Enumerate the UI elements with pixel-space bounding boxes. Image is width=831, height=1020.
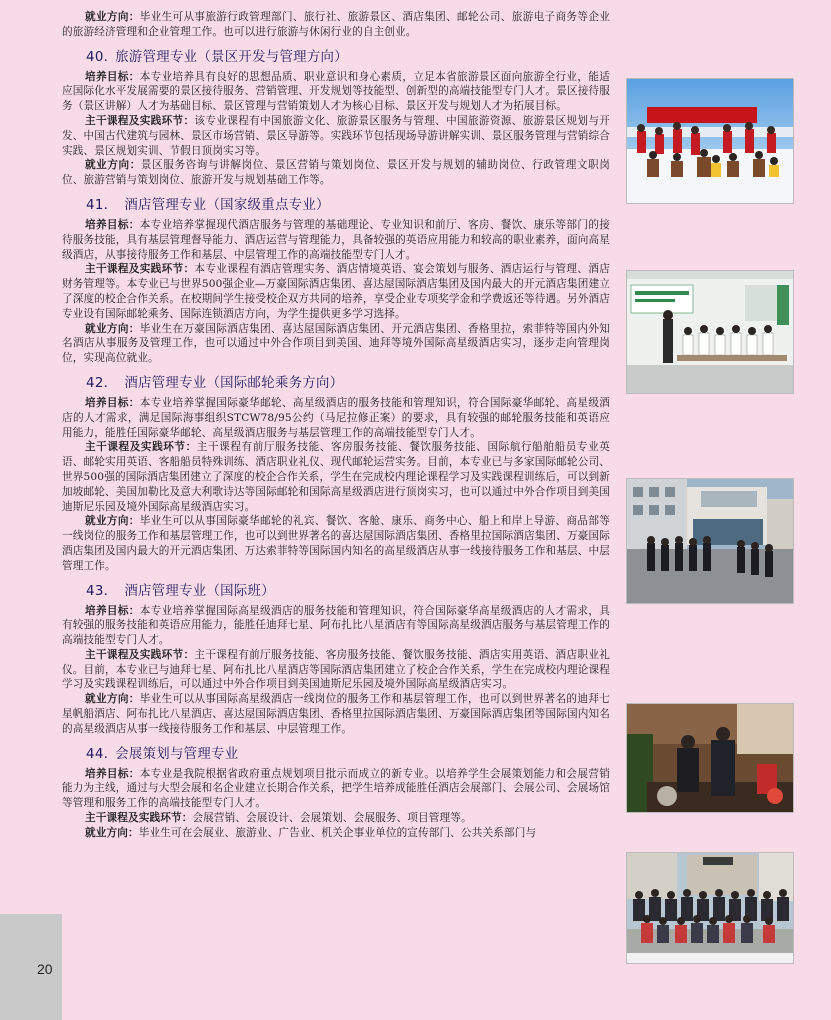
section-paragraph: [62, 322, 610, 366]
page-number: 20: [37, 961, 53, 977]
section-heading: [86, 743, 610, 762]
section-paragraph: [62, 158, 610, 188]
section-41: [62, 194, 610, 366]
para-text: 主干课程有前厅服务技能、客房服务技能、餐饮服务技能、国际航行船舶船员专业英语、邮轮实用英语、客船船员特殊训练、酒店职业礼仪、现代邮轮运营实务。目前，本专业已与多家国际邮轮公司、世界500强的国际酒店集团建立了深度的校企合作关系，学生在完成校内理论课程学习及实践课程训练后，可以到新加坡邮轮、美国加勒比及意大利歌诗达等国际邮轮和国际高星级酒店进行顶岗实习，也可以通过中外合作项目到美国迪斯尼乐园及境外国际高星级酒店实习。: [62, 441, 611, 513]
para-label: 培养目标：: [85, 767, 140, 780]
section-heading: [86, 194, 610, 213]
para-text: 本专业课程有酒店管理实务、酒店情境英语、宴会策划与服务、酒店运行与管理、酒店财务管理等。本专业已与世界500强企业—万豪国际酒店集团、喜达屋国际酒店集团及国内最大的开元酒店集团建立了深度的校企合作关系。在校期间学生接受校企双方共同的培养，享受企业专项奖学金和学费返还等待遇。另外酒店专业设有国际邮轮乘务、国际连锁酒店方向，为学生提供更多学习选择。: [62, 263, 610, 320]
section-paragraph: [62, 604, 610, 648]
section-title: 酒店管理专业（国家级重点专业）: [124, 197, 330, 213]
para-text: 毕业生可以从事国际高星级酒店一线岗位的服务工作和基层管理工作，也可以到世界著名的迪拜七星帆船酒店、阿布扎比八星酒店、喜达屋国际酒店集团、香格里拉国际酒店集团、万豪国际酒店集团等国际国内知名的高星级酒店从事一线接待服务工作和基层、中层管理工作。: [62, 693, 611, 735]
para-text: 毕业生在万豪国际酒店集团、喜达屋国际酒店集团、开元酒店集团、香格里拉，索菲特等国内外知名酒店从事服务及管理工作，也可以通过中外合作项目到美国、迪拜等境外国际高星级酒店实习，逐步走向管理岗位，实现高位就业。: [62, 322, 611, 365]
para-text: 本专业培养掌握现代酒店服务与管理的基础理论、专业知识和前厅、客房、餐饮、康乐等部门的接待服务技能，具有基层管理督导能力、酒店运营与管理能力，具备较强的英语应用能力和较高的职业素养，面向高星级酒店，从事接待服务工作和基层、中层管理工作的高端技能型专门人才。: [62, 218, 611, 261]
para-text: 该专业课程有中国旅游文化、旅游景区服务与管理、中国旅游资源、旅游景区规划与开发、中国古代建筑与园林、景区市场营销、景区导游等。实践环节包括现场导游讲解实训、景区服务管理与营销综合实践、景区规划实训、节假日顶岗实习等。: [62, 114, 610, 157]
section-paragraph: [62, 70, 610, 114]
para-text: 本专业培养掌握国际高星级酒店的服务技能和管理知识，符合国际豪华高星级酒店的人才需求，具有较强的服务技能和英语应用能力，能胜任迪拜七星、阿布扎比八星酒店有等国际高星级酒店服务与基层管理工作的高端技能型专门人才。: [62, 604, 611, 647]
para-text: 本专业培养掌握国际豪华邮轮、高星级酒店的服务技能和管理知识，符合国际豪华邮轮、高星级酒店的人才需求，满足国际海事组织STCW78/95公约（马尼拉修正案）的要求，具有较强的邮轮服务技能和英语应用能力，能胜任国际豪华邮轮、高星级酒店服务与基层管理工作的高端技能型专门人才。: [62, 396, 611, 439]
section-paragraph: [62, 767, 610, 811]
section-title: 酒店管理专业（国际班）: [124, 583, 275, 599]
section-paragraph: [62, 692, 610, 736]
section-paragraph: [62, 396, 610, 440]
section-title: 会展策划与管理专业: [115, 746, 239, 762]
section-title: 旅游管理专业（景区开发与管理方向）: [115, 49, 348, 65]
para-label: 培养目标：: [85, 218, 140, 231]
section-paragraph: [62, 826, 610, 841]
para-label: 主干课程及实践环节：: [85, 812, 193, 825]
section-paragraph: [62, 114, 610, 158]
para-label: 就业方向：: [85, 322, 140, 335]
hotel-classroom-image: [627, 271, 793, 393]
section-44: [62, 743, 610, 841]
section-paragraph: [62, 811, 610, 826]
section-43: [62, 580, 610, 737]
section-number: 43．: [86, 583, 118, 599]
section-heading: [86, 372, 610, 391]
reception-event-image: [627, 704, 793, 812]
para-label: 主干课程及实践环节：: [85, 114, 195, 127]
para-text: 毕业生可在会展业、旅游业、广告业、机关企事业单位的宣传部门、公共关系部门与: [138, 826, 537, 839]
para-label: 主干课程及实践环节：: [85, 263, 195, 276]
para-label: 就业方向：: [85, 159, 141, 172]
hotel-reception-event-photo: [626, 703, 794, 813]
snow-scenic-group-photo: [626, 78, 794, 204]
para-label: 就业方向：: [85, 515, 140, 528]
para-label: 培养目标：: [85, 70, 140, 83]
para-label: 就业方向：: [85, 11, 140, 23]
para-text: 景区服务咨询与讲解岗位、景区营销与策划岗位、景区开发与规划的辅助岗位、行政管理文职岗位、旅游营销与策划岗位、旅游开发与规划基础工作等。: [62, 159, 611, 187]
snow-scenic-image: [627, 79, 793, 203]
section-heading: [86, 580, 610, 599]
section-paragraph: [62, 218, 610, 262]
section-paragraph: [62, 514, 610, 573]
intro-paragraph: [62, 10, 610, 40]
para-text: 本专业培养具有良好的思想品质、职业意识和身心素质，立足本省旅游景区面向旅游全行业，能适应国际化水平发展需要的景区接待服务、营销管理、开发规划等技能型、创新型的高端技能型专门人才。景区接待服务（景区讲解）人才为基础目标、景区管理与营销策划人才为核心目标、景区开发与规划人才为拓展目标。: [62, 70, 611, 113]
section-number: 40.: [86, 49, 109, 65]
section-paragraph: [62, 262, 610, 321]
para-label: 培养目标：: [85, 396, 140, 409]
para-label: 就业方向：: [85, 693, 140, 706]
para-label: 就业方向：: [85, 826, 139, 839]
section-number: 44.: [86, 746, 109, 762]
section-number: 41．: [86, 197, 118, 213]
para-text: 毕业生可从事旅游行政管理部门、旅行社、旅游景区、酒店集团、邮轮公司、旅游电子商务等企业的旅游经济管理和企业管理工作。也可以进行旅游与休闲行业的自主创业。: [62, 11, 611, 38]
section-paragraph: [62, 648, 610, 692]
section-number: 42．: [86, 375, 118, 391]
section-40: [62, 46, 610, 188]
exhibition-group-photo: [626, 852, 794, 964]
para-text: 会展营销、会展设计、会展策划、会展服务、项目管理等。: [192, 812, 472, 825]
cruise-training-building-photo: [626, 478, 794, 604]
exhibition-group-image: [627, 853, 793, 963]
hotel-classroom-photo: [626, 270, 794, 394]
section-title: 酒店管理专业（国际邮轮乘务方向）: [124, 375, 344, 391]
para-text: 毕业生可以从事国际豪华邮轮的礼宾、餐饮、客舱、康乐、商务中心、船上和岸上导游、商品部等一线岗位的服务工作和基层管理工作，也可以到世界著名的喜达屋国际酒店集团、香格里拉国际酒店集团、万豪国际酒店集团及国内最大的开元酒店集团、万达索菲特等国际国内知名的高星级酒店从事一线接待服务工作和基层、中层管理工作。: [62, 515, 611, 572]
para-label: 主干课程及实践环节：: [85, 648, 195, 661]
para-text: 主干课程有前厅服务技能、客房服务技能、餐饮服务技能、酒店实用英语、酒店职业礼仪。目前，本专业已与迪拜七星、阿布扎比八星酒店等国际酒店集团建立了校企合作关系，学生在完成校内理论课程学习及实践课程训练后，可以通过中外合作项目到美国迪斯尼乐园及境外国际高星级酒店实习。: [62, 648, 610, 691]
section-paragraph: [62, 440, 610, 514]
para-text: 本专业是我院根据省政府重点规划项目批示而成立的新专业。以培养学生会展策划能力和会展营销能力为主线，通过与大型会展和名企业建立长期合作关系，把学生培养成能胜任酒店会展部门、会展公司、会展场馆等管理和服务工作的高端技能型专门人才。: [62, 767, 611, 810]
para-label: 培养目标：: [85, 604, 140, 617]
para-label: 主干课程及实践环节：: [85, 441, 197, 454]
section-42: [62, 372, 610, 574]
section-heading: [86, 46, 610, 65]
main-content: [62, 10, 610, 841]
cruise-building-image: [627, 479, 793, 603]
